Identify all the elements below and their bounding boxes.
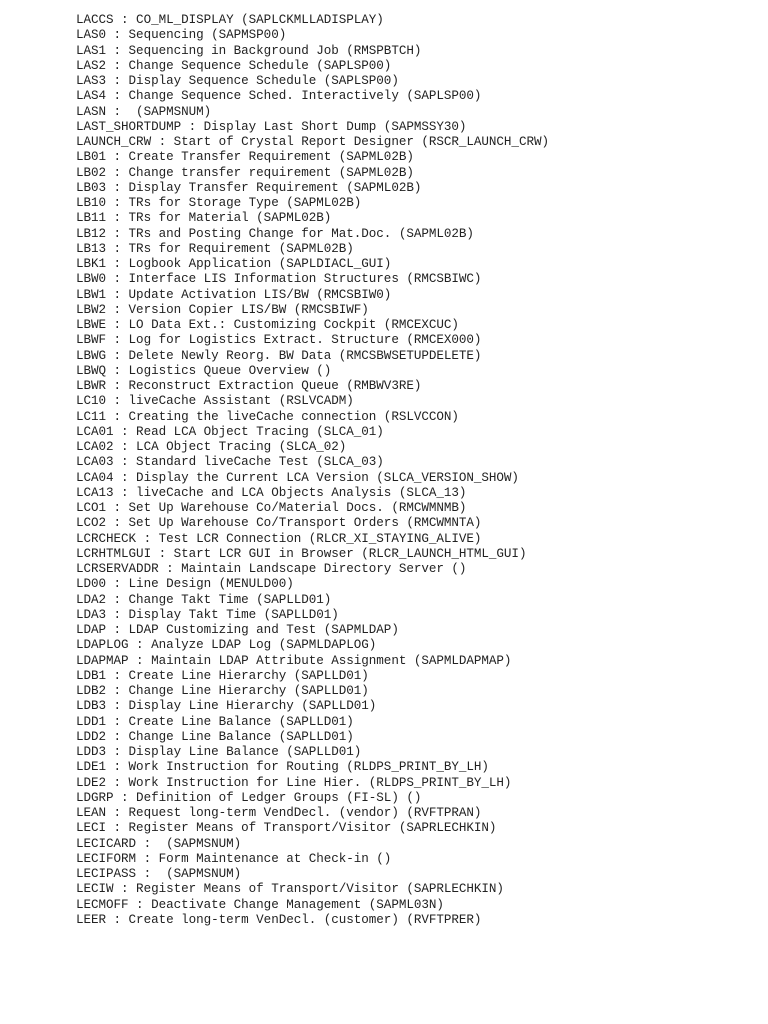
transaction-code-list [76,13,756,928]
transaction-line: LAS2 : Change Sequence Schedule (SAPLSP00) [76,58,392,73]
transaction-line: LDD3 : Display Line Balance (SAPLLD01) [76,745,362,759]
transaction-line: LCA04 : Display the Current LCA Version (SLCA_VERSION_SHOW) [76,470,519,485]
transaction-line: LAST_SHORTDUMP : Display Last Short Dump (SAPMSSY30) [76,119,467,134]
transaction-line: LC11 : Creating the liveCache connection (RSLVCCON) [76,409,459,424]
transaction-line: LECI : Register Means of Transport/Visitor (SAPRLECHKIN) [76,821,497,836]
transaction-line: LBK1 : Logbook Application (SAPLDIACL_GUI) [76,257,392,271]
transaction-line: LB12 : TRs and Posting Change for Mat.Doc. (SAPML02B) [76,226,474,241]
transaction-line: LCRSERVADDR : Maintain Landscape Directory Server () [76,562,467,576]
transaction-line: LCA02 : LCA Object Tracing (SLCA_02) [76,440,347,454]
transaction-line: LB11 : TRs for Material (SAPML02B) [76,211,332,226]
transaction-line: LDB1 : Create Line Hierarchy (SAPLLD01) [76,668,369,683]
transaction-line: LC10 : liveCache Assistant (RSLVCADM) [76,394,354,409]
transaction-line: LECIW : Register Means of Transport/Visitor (SAPRLECHKIN) [76,882,504,897]
transaction-line: LCA13 : liveCache and LCA Objects Analysis (SLCA_13) [76,485,467,500]
transaction-line: LCRHTMLGUI : Start LCR GUI in Browser (RLCR_LAUNCH_HTML_GUI) [76,546,527,561]
transaction-line: LB03 : Display Transfer Requirement (SAPML02B) [76,180,422,195]
transaction-line: LDGRP : Definition of Ledger Groups (FI-SL) () [76,790,422,805]
transaction-line: LD00 : Line Design (MENULD00) [76,577,294,592]
transaction-line: LAS0 : Sequencing (SAPMSP00) [76,28,287,43]
transaction-line: LBWG : Delete Newly Reorg. BW Data (RMCSBWSETUPDELETE) [76,348,482,363]
transaction-line: LDAP : LDAP Customizing and Test (SAPMLDAP) [76,623,399,637]
transaction-line: LCO1 : Set Up Warehouse Co/Material Docs. (RMCWMNMB) [76,501,467,515]
transaction-line: LECICARD : (SAPMSNUM) [76,836,242,851]
transaction-line: LEER : Create long-term VenDecl. (customer) (RVFTPRER) [76,912,482,927]
transaction-line: LAS3 : Display Sequence Schedule (SAPLSP00) [76,74,399,88]
transaction-line: LCA03 : Standard liveCache Test (SLCA_03) [76,455,384,470]
transaction-line: LCRCHECK : Test LCR Connection (RLCR_XI_STAYING_ALIVE) [76,531,482,546]
transaction-line: LDB2 : Change Line Hierarchy (SAPLLD01) [76,684,369,698]
transaction-line: LDA2 : Change Takt Time (SAPLLD01) [76,592,332,607]
transaction-line: LDB3 : Display Line Hierarchy (SAPLLD01) [76,699,377,714]
transaction-line: LCA01 : Read LCA Object Tracing (SLCA_01) [76,424,384,439]
transaction-line: LDE1 : Work Instruction for Routing (RLDPS_PRINT_BY_LH) [76,760,489,775]
transaction-line: LASN : (SAPMSNUM) [76,104,212,119]
transaction-line: LBW0 : Interface LIS Information Structures (RMCSBIWC) [76,272,482,287]
transaction-line: LB02 : Change transfer requirement (SAPML02B) [76,165,414,180]
transaction-line: LB13 : TRs for Requirement (SAPML02B) [76,241,354,256]
transaction-line: LB01 : Create Transfer Requirement (SAPML02B) [76,150,414,165]
transaction-line: LDD2 : Change Line Balance (SAPLLD01) [76,729,354,744]
transaction-line: LECIPASS : (SAPMSNUM) [76,867,242,881]
transaction-line: LDA3 : Display Takt Time (SAPLLD01) [76,607,339,622]
transaction-line: LBWR : Reconstruct Extraction Queue (RMBWV3RE) [76,379,422,393]
transaction-line: LBWE : LO Data Ext.: Customizing Cockpit (RMCEXCUC) [76,318,459,332]
transaction-line: LECMOFF : Deactivate Change Management (SAPML03N) [76,897,444,912]
transaction-line: LACCS : CO_ML_DISPLAY (SAPLCKMLLADISPLAY) [76,13,384,27]
transaction-line: LBW2 : Version Copier LIS/BW (RMCSBIWF) [76,302,369,317]
transaction-line: LAS1 : Sequencing in Background Job (RMSPBTCH) [76,43,422,58]
transaction-line: LCO2 : Set Up Warehouse Co/Transport Orders (RMCWMNTA) [76,516,482,531]
transaction-line: LDAPMAP : Maintain LDAP Attribute Assignment (SAPMLDAPMAP) [76,653,512,668]
transaction-line: LEAN : Request long-term VendDecl. (vendor) (RVFTPRAN) [76,806,482,820]
transaction-line: LBWF : Log for Logistics Extract. Structure (RMCEX000) [76,333,482,348]
transaction-line: LBWQ : Logistics Queue Overview () [76,363,332,378]
transaction-line: LDD1 : Create Line Balance (SAPLLD01) [76,714,354,729]
transaction-line: LDE2 : Work Instruction for Line Hier. (RLDPS_PRINT_BY_LH) [76,775,512,790]
transaction-line: LAUNCH_CRW : Start of Crystal Report Designer (RSCR_LAUNCH_CRW) [76,135,549,149]
transaction-line: LBW1 : Update Activation LIS/BW (RMCSBIW0) [76,287,392,302]
transaction-line: LECIFORM : Form Maintenance at Check-in () [76,851,392,866]
transaction-line: LDAPLOG : Analyze LDAP Log (SAPMLDAPLOG) [76,638,377,653]
transaction-line: LAS4 : Change Sequence Sched. Interactively (SAPLSP00) [76,89,482,104]
transaction-line: LB10 : TRs for Storage Type (SAPML02B) [76,196,362,210]
